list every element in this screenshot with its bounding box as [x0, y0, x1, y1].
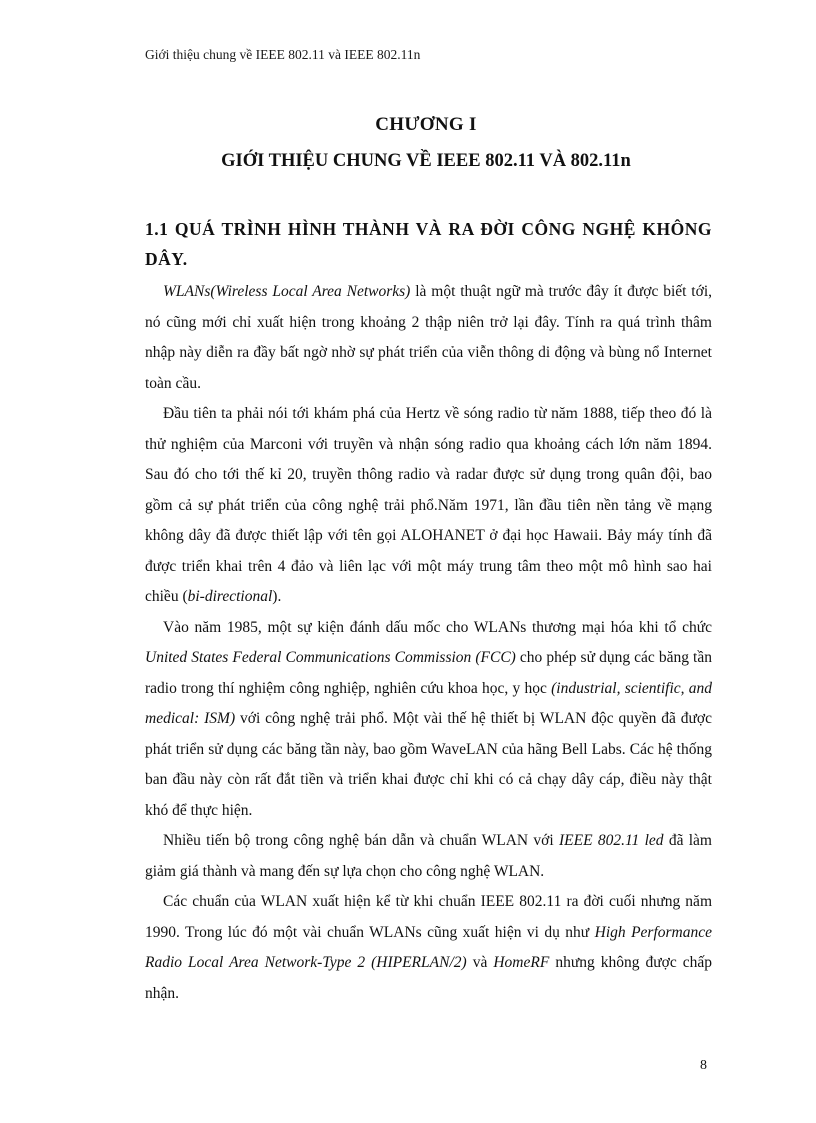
paragraph-text: và [466, 954, 494, 971]
paragraph-text: nhưng không được chấp nhận. [145, 954, 712, 1002]
italic-term: High Performance Radio Local Area Network-Type 2 (HIPERLAN/2) [145, 923, 713, 971]
italic-term: United States Federal Communications Commission (FCC) [145, 649, 516, 666]
paragraph-text: cho phép sử dụng các băng tần radio trong thí nghiệm công nghiệp, nghiên cứu khoa học, y học [145, 649, 712, 697]
paragraph-text: với công nghệ trải phổ. Một vài thế hệ thiết bị WLAN độc quyền đã được phát triển sử dụng các băng tần này, bao gồm WaveLAN của hãng Bell Labs. Các hệ thống ban đầu này còn rất đắt tiền và triển khai được chỉ khi có cả chạy dây cáp, điều này thật khó để thực hiện. [145, 710, 712, 819]
running-header: Giới thiệu chung về IEEE 802.11 và IEEE 802.11n [145, 47, 421, 62]
paragraph-5 [145, 887, 712, 1009]
chapter-title: CHƯƠNG I [375, 114, 477, 135]
page-number: 8 [700, 1058, 707, 1073]
paragraph-text: Nhiều tiến bộ trong công nghệ bán dẫn và chuẩn WLAN với [163, 832, 559, 849]
paragraph-text: Các chuẩn của WLAN xuất hiện kể từ khi chuẩn IEEE 802.11 ra đời cuối nhưng năm 1990. Trong lúc đó một vài chuẩn WLANs cũng xuất hiện vi dụ như [145, 893, 712, 941]
paragraph-text: ). [272, 588, 282, 605]
italic-term: (industrial, scientific, and medical: ISM) [145, 679, 713, 727]
body-text [145, 277, 712, 1009]
paragraph-text: Vào năm 1985, một sự kiện đánh dấu mốc cho WLANs thương mại hóa khi tổ chức [163, 618, 712, 636]
paragraph-4 [145, 826, 712, 887]
italic-term: HomeRF [493, 954, 550, 971]
paragraph-3 [145, 613, 712, 827]
section-heading: 1.1 QUÁ TRÌNH HÌNH THÀNH VÀ RA ĐỜI CÔNG NGHỆ KHÔNG DÂY. [145, 219, 712, 269]
paragraph-1 [145, 277, 712, 399]
chapter-subtitle: GIỚI THIỆU CHUNG VỀ IEEE 802.11 VÀ 802.11n [221, 151, 631, 171]
paragraph-text: là một thuật ngữ mà trước đây ít được biết tới, nó cũng mới chỉ xuất hiện trong khoảng 2 thập niên trở lại đây. Tính ra quá trình thâm nhập này diễn ra đầy bất ngờ nhờ sự phát triển của viễn thông di động và bùng nổ Internet toàn cầu. [145, 283, 712, 392]
italic-term: IEEE 802.11 led [558, 832, 664, 849]
paragraph-text: đã làm giảm giá thành và mang đến sự lựa chọn cho công nghệ WLAN. [145, 832, 712, 880]
header-divider [140, 70, 712, 71]
italic-term: bi-directional [187, 588, 273, 605]
italic-term: WLANs(Wireless Local Area Networks) [163, 283, 411, 300]
paragraph-text: Đầu tiên ta phải nói tới khám phá của Hertz về sóng radio từ năm 1888, tiếp theo đó là thử nghiệm của Marconi với truyền và nhận sóng radio qua khoảng cách lớn năm 1894. Sau đó cho tới thế kỉ 20, truyền thông radio và radar được sử dụng trong quân đội, bao gồm cả sự phát triển của công nghệ trải phổ.Năm 1971, lần đầu tiên nền tảng về mạng không dây đã được thiết lập với tên gọi ALOHANET ở đại học Hawaii. Bảy máy tính đã được triển khai trên 4 đảo và liên lạc với một máy trung tâm theo một mô hình sao hai chiều ( [145, 405, 712, 605]
paragraph-2 [145, 399, 712, 613]
